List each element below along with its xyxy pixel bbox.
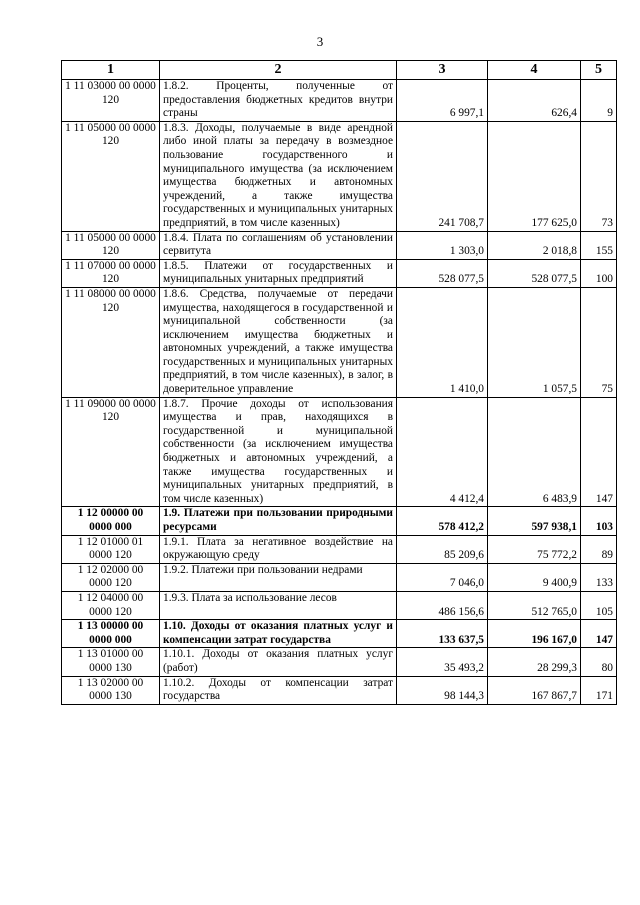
code-cell: 1 12 02000 00 0000 120 bbox=[62, 563, 160, 591]
plan-value-cell: 528 077,5 bbox=[397, 259, 488, 287]
code-cell: 1 11 03000 00 0000 120 bbox=[62, 80, 160, 122]
table-row bbox=[62, 397, 617, 507]
name-cell: 1.8.7. Прочие доходы от использования имущества и прав, находящихся в государственной и муниципальной собственности (за исключением имущества бюджетных и автономных учреждений, а также имущества государственных и муниципальных унитарных предприятий, в том числе казенных) bbox=[160, 397, 397, 507]
name-cell: 1.10. Доходы от оказания платных услуг и компенсации затрат государства bbox=[160, 620, 397, 648]
name-cell: 1.8.6. Средства, получаемые от передачи имущества, находящегося в государственной и муниципальной собственности (за исключением имущества бюджетных и автономных учреждений, а также имущества государственных и муниципальных унитарных предприятий, в том числе казенных), в залог, в доверительное управление bbox=[160, 287, 397, 397]
code-cell: 1 13 00000 00 0000 000 bbox=[62, 620, 160, 648]
percent-cell: 105 bbox=[581, 591, 617, 619]
column-header-1: 1 bbox=[62, 61, 160, 80]
actual-value-cell: 167 867,7 bbox=[488, 676, 581, 704]
actual-value-cell: 626,4 bbox=[488, 80, 581, 122]
page-number: 3 bbox=[316, 34, 324, 49]
percent-cell: 89 bbox=[581, 535, 617, 563]
name-cell: 1.8.2. Проценты, полученные от предоставления бюджетных кредитов внутри страны bbox=[160, 80, 397, 122]
code-cell: 1 11 09000 00 0000 120 bbox=[62, 397, 160, 507]
plan-value-cell: 4 412,4 bbox=[397, 397, 488, 507]
column-header-4: 4 bbox=[488, 61, 581, 80]
column-header-3: 3 bbox=[397, 61, 488, 80]
table-row bbox=[62, 121, 617, 231]
column-header-5: 5 bbox=[581, 61, 617, 80]
table-row bbox=[62, 259, 617, 287]
percent-cell: 171 bbox=[581, 676, 617, 704]
percent-cell: 100 bbox=[581, 259, 617, 287]
name-cell: 1.8.5. Платежи от государственных и муниципальных унитарных предприятий bbox=[160, 259, 397, 287]
plan-value-cell: 98 144,3 bbox=[397, 676, 488, 704]
actual-value-cell: 196 167,0 bbox=[488, 620, 581, 648]
plan-value-cell: 85 209,6 bbox=[397, 535, 488, 563]
name-cell: 1.8.4. Плата по соглашениям об установлении сервитута bbox=[160, 231, 397, 259]
table-header-row bbox=[62, 61, 617, 80]
code-cell: 1 13 01000 00 0000 130 bbox=[62, 648, 160, 676]
plan-value-cell: 35 493,2 bbox=[397, 648, 488, 676]
code-cell: 1 11 05000 00 0000 120 bbox=[62, 121, 160, 231]
actual-value-cell: 28 299,3 bbox=[488, 648, 581, 676]
table-row bbox=[62, 591, 617, 619]
table-row bbox=[62, 287, 617, 397]
code-cell: 1 13 02000 00 0000 130 bbox=[62, 676, 160, 704]
plan-value-cell: 1 410,0 bbox=[397, 287, 488, 397]
plan-value-cell: 133 637,5 bbox=[397, 620, 488, 648]
actual-value-cell: 1 057,5 bbox=[488, 287, 581, 397]
code-cell: 1 12 01000 01 0000 120 bbox=[62, 535, 160, 563]
code-cell: 1 11 08000 00 0000 120 bbox=[62, 287, 160, 397]
revenue-table bbox=[61, 60, 617, 705]
plan-value-cell: 7 046,0 bbox=[397, 563, 488, 591]
name-cell: 1.10.2. Доходы от компенсации затрат государства bbox=[160, 676, 397, 704]
name-cell: 1.10.1. Доходы от оказания платных услуг (работ) bbox=[160, 648, 397, 676]
percent-cell: 9 bbox=[581, 80, 617, 122]
percent-cell: 103 bbox=[581, 507, 617, 535]
actual-value-cell: 528 077,5 bbox=[488, 259, 581, 287]
plan-value-cell: 1 303,0 bbox=[397, 231, 488, 259]
code-cell: 1 12 04000 00 0000 120 bbox=[62, 591, 160, 619]
actual-value-cell: 6 483,9 bbox=[488, 397, 581, 507]
table-row bbox=[62, 231, 617, 259]
name-cell: 1.9.2. Платежи при пользовании недрами bbox=[160, 563, 397, 591]
percent-cell: 147 bbox=[581, 620, 617, 648]
percent-cell: 73 bbox=[581, 121, 617, 231]
actual-value-cell: 2 018,8 bbox=[488, 231, 581, 259]
actual-value-cell: 597 938,1 bbox=[488, 507, 581, 535]
plan-value-cell: 486 156,6 bbox=[397, 591, 488, 619]
actual-value-cell: 9 400,9 bbox=[488, 563, 581, 591]
code-cell: 1 12 00000 00 0000 000 bbox=[62, 507, 160, 535]
percent-cell: 80 bbox=[581, 648, 617, 676]
name-cell: 1.9.1. Плата за негативное воздействие на окружающую среду bbox=[160, 535, 397, 563]
table-row bbox=[62, 507, 617, 535]
name-cell: 1.8.3. Доходы, получаемые в виде арендной либо иной платы за передачу в возмездное пользование государственного и муниципального имущества (за исключением имущества бюджетных и автономных учреждений, а также имущества государственных и муниципальных унитарных предприятий, в том числе казенных) bbox=[160, 121, 397, 231]
table-row bbox=[62, 620, 617, 648]
percent-cell: 133 bbox=[581, 563, 617, 591]
table-body bbox=[62, 80, 617, 705]
table-row bbox=[62, 648, 617, 676]
table-row bbox=[62, 676, 617, 704]
plan-value-cell: 6 997,1 bbox=[397, 80, 488, 122]
table-row bbox=[62, 563, 617, 591]
name-cell: 1.9.3. Плата за использование лесов bbox=[160, 591, 397, 619]
plan-value-cell: 578 412,2 bbox=[397, 507, 488, 535]
column-header-2: 2 bbox=[160, 61, 397, 80]
percent-cell: 147 bbox=[581, 397, 617, 507]
actual-value-cell: 75 772,2 bbox=[488, 535, 581, 563]
code-cell: 1 11 07000 00 0000 120 bbox=[62, 259, 160, 287]
percent-cell: 75 bbox=[581, 287, 617, 397]
code-cell: 1 11 05000 00 0000 120 bbox=[62, 231, 160, 259]
percent-cell: 155 bbox=[581, 231, 617, 259]
actual-value-cell: 177 625,0 bbox=[488, 121, 581, 231]
table-row bbox=[62, 535, 617, 563]
name-cell: 1.9. Платежи при пользовании природными ресурсами bbox=[160, 507, 397, 535]
actual-value-cell: 512 765,0 bbox=[488, 591, 581, 619]
table-row bbox=[62, 80, 617, 122]
plan-value-cell: 241 708,7 bbox=[397, 121, 488, 231]
